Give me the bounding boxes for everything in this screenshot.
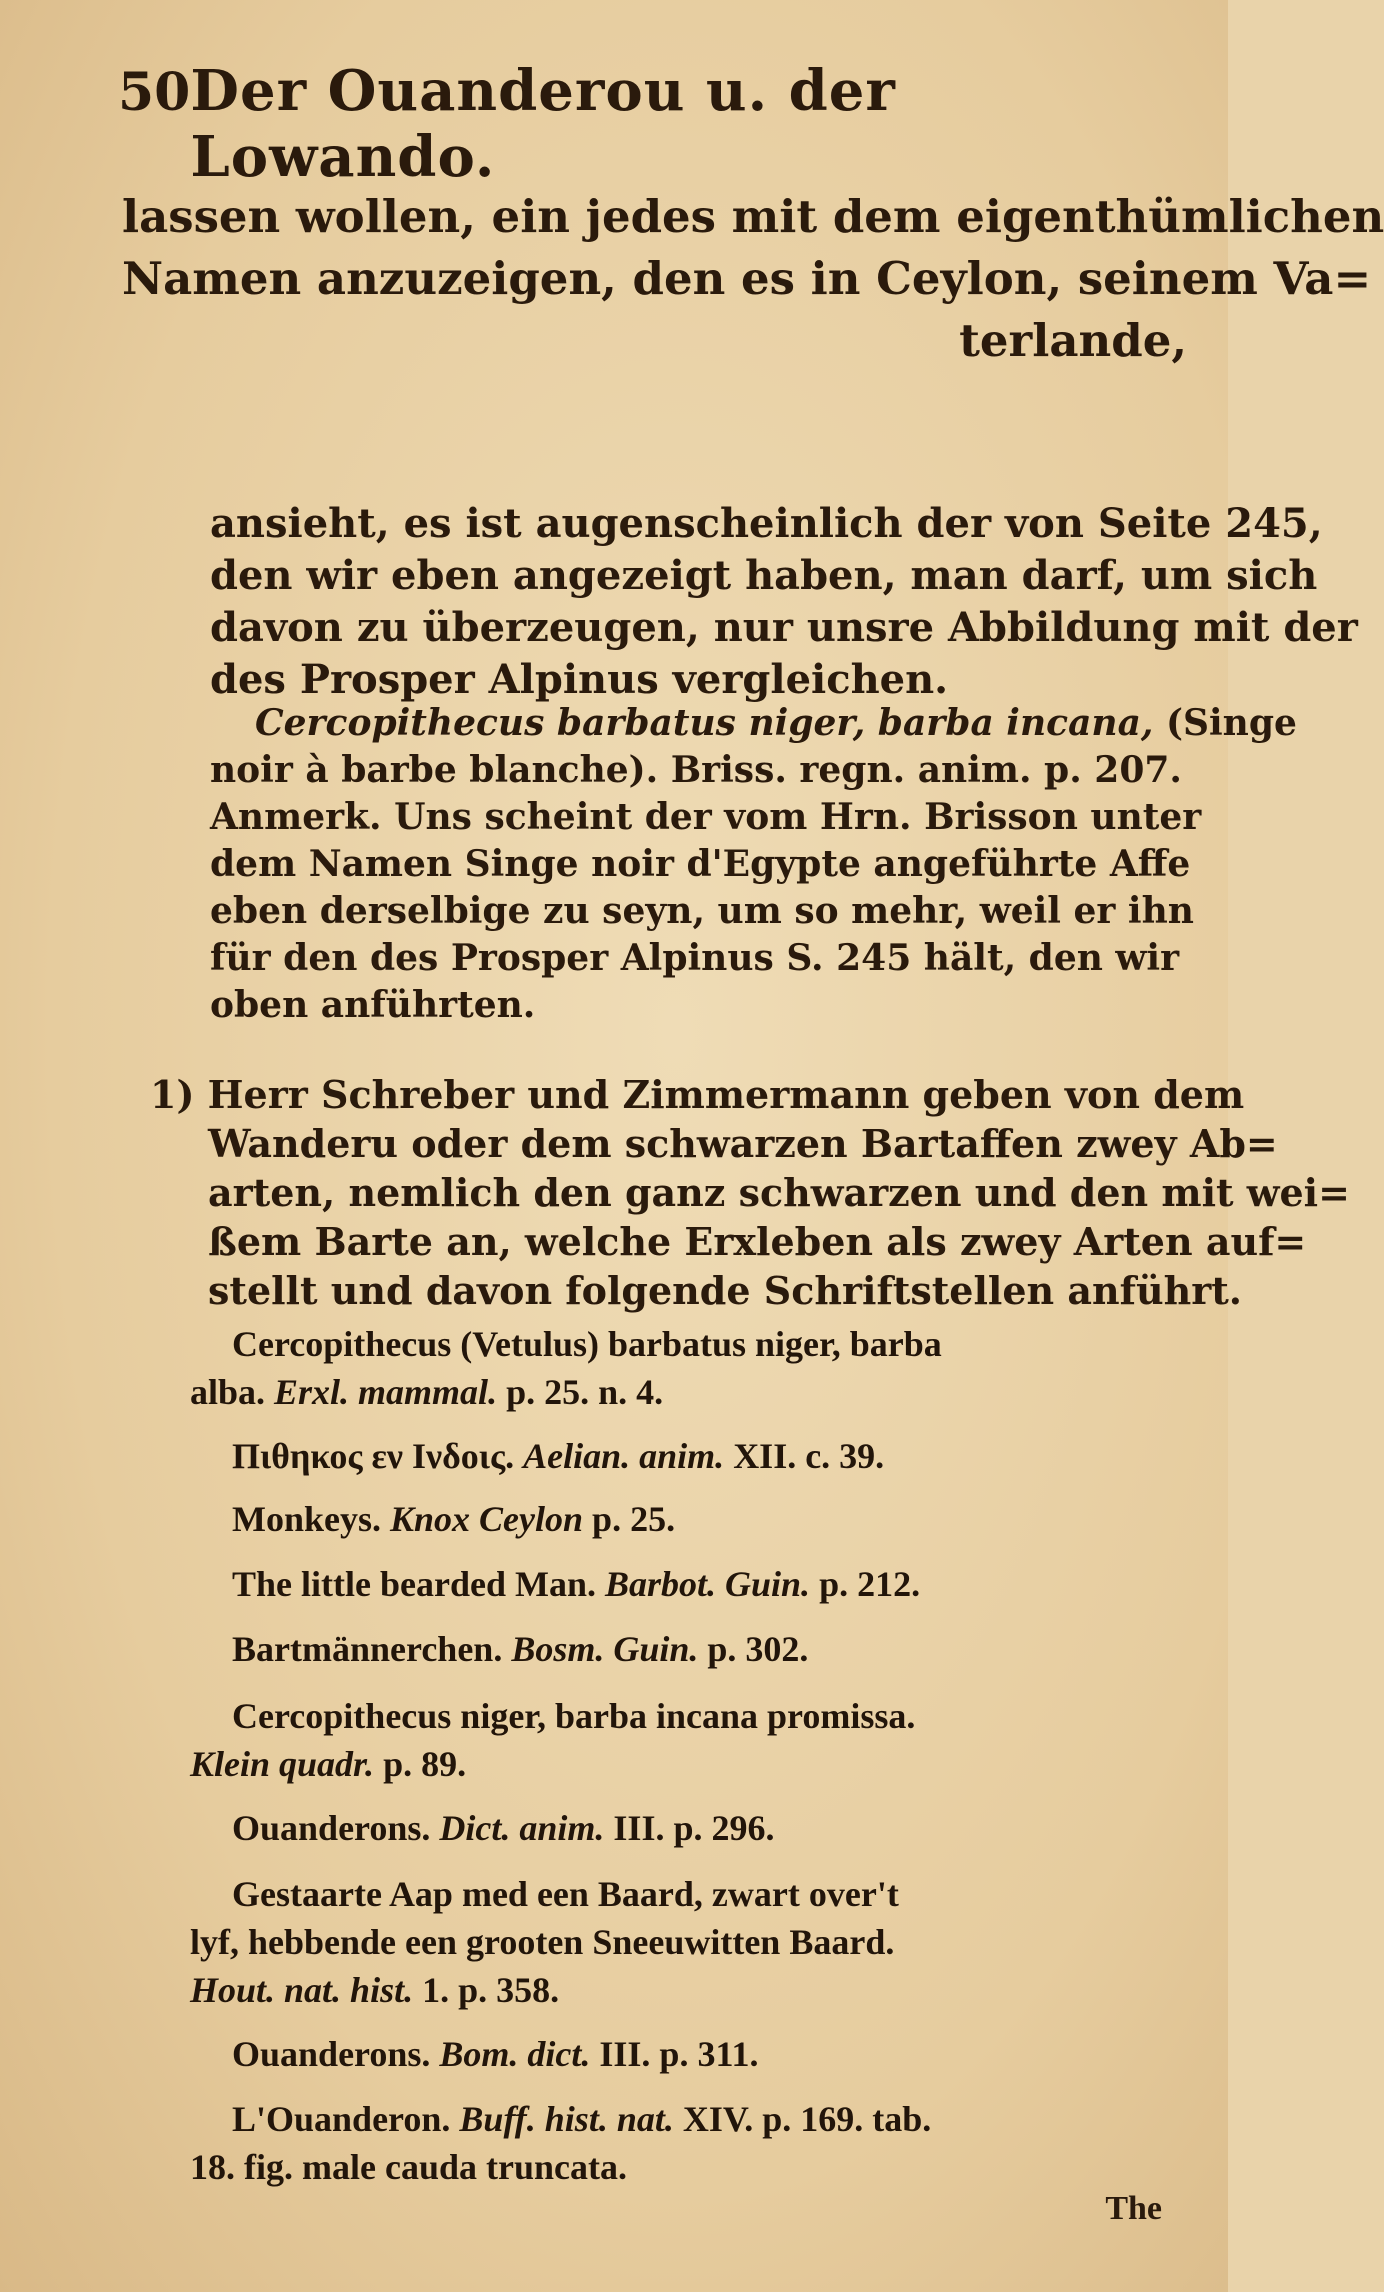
reference-erxleben: [190, 1320, 1192, 1416]
reference-bomare: [232, 2030, 1192, 2078]
text-line: Klein quadr. p. 89.: [190, 1744, 467, 1784]
text-line: oben anführten.: [210, 984, 536, 1026]
text-line: Cercopithecus (Vetulus) barbatus niger, barba: [232, 1324, 942, 1364]
text-line: Gestaarte Aap med een Baard, zwart over't: [232, 1874, 899, 1914]
text-line: stellt und davon folgende Schriftstellen anführt.: [208, 1268, 1243, 1313]
text-line: des Prosper Alpinus vergleichen.: [210, 656, 949, 703]
reference-knox: [232, 1495, 1192, 1543]
text-line: eben derselbige zu seyn, um so mehr, weil er ihn: [210, 890, 1194, 932]
text-line: Wanderu oder dem schwarzen Bartaffen zwey Ab=: [208, 1121, 1278, 1166]
reference-buffon: [190, 2095, 1192, 2191]
text-line: ßem Barte an, welche Erxleben als zwey Arten auf=: [208, 1219, 1307, 1264]
reference-klein: [190, 1692, 1192, 1788]
reference-dict-anim: [232, 1804, 1192, 1852]
text-line: Ouanderons. Bom. dict. III. p. 311.: [232, 2034, 759, 2074]
text-line: Monkeys. Knox Ceylon p. 25.: [232, 1499, 676, 1539]
text-line: terlande,: [959, 314, 1187, 367]
text-line: Ouanderons. Dict. anim. III. p. 296.: [232, 1808, 775, 1848]
latin-name: Cercopithecus barbatus niger, barba incana,: [255, 702, 1154, 744]
text-line: Namen anzuzeigen, den es in Ceylon, seinem Va=: [122, 252, 1372, 305]
text-line: für den des Prosper Alpinus S. 245 hält, den wir: [210, 937, 1180, 979]
text-line: alba. Erxl. mammal. p. 25. n. 4.: [190, 1372, 664, 1412]
footnote-continuation: [210, 498, 1358, 706]
text-line: Cercopithecus niger, barba incana promissa.: [232, 1696, 916, 1736]
text-line: den wir eben angezeigt haben, man darf, um sich: [210, 552, 1318, 599]
text-line: L'Ouanderon. Buff. hist. nat. XIV. p. 169. tab.: [232, 2099, 932, 2139]
running-title: Der Ouanderou u. der Lowando.: [190, 58, 896, 190]
text-line: The little bearded Man. Barbot. Guin. p. 212.: [232, 1564, 921, 1604]
text-line: lyf, hebbende een grooten Sneeuwitten Baard.: [190, 1922, 895, 1962]
brisson-note: [210, 700, 1297, 1029]
text-line: Hout. nat. hist. 1. p. 358.: [190, 1970, 560, 2010]
reference-bosman: [232, 1625, 1192, 1673]
text-line: Bartmännerchen. Bosm. Guin. p. 302.: [232, 1629, 809, 1669]
text-line: Πιθηκος εν Ινδοις. Aelian. anim. XII. c. 39.: [232, 1436, 885, 1476]
text-line: Anmerk. Uns scheint der vom Hrn. Brisson unter: [210, 796, 1202, 838]
text-line: davon zu überzeugen, nur unsre Abbildung mit der: [210, 604, 1358, 651]
reference-houttuyn: [190, 1870, 1192, 2014]
reference-barbot: [232, 1560, 1192, 1608]
schreber-note: [150, 1070, 1350, 1315]
text-line: Cercopithecus barbatus niger, barba incana, (Singe: [255, 702, 1297, 744]
text-line: lassen wollen, ein jedes mit dem eigenthümlichen: [122, 190, 1384, 243]
page-number: 50: [118, 62, 191, 123]
text-line: ansieht, es ist augenscheinlich der von Seite 245,: [210, 500, 1323, 547]
main-text-block: [122, 186, 1384, 372]
text-line: 1) Herr Schreber und Zimmermann geben von dem: [150, 1072, 1245, 1117]
text-line: arten, nemlich den ganz schwarzen und den mit wei=: [208, 1170, 1350, 1215]
text-line: dem Namen Singe noir d'Egypte angeführte Affe: [210, 843, 1191, 885]
page-header: [118, 58, 1118, 190]
text-line: 18. fig. male cauda truncata.: [190, 2147, 627, 2187]
text-line: noir à barbe blanche). Briss. regn. anim. p. 207.: [210, 749, 1182, 791]
catchword: The: [1105, 2190, 1162, 2227]
reference-aelian: [232, 1432, 1192, 1480]
